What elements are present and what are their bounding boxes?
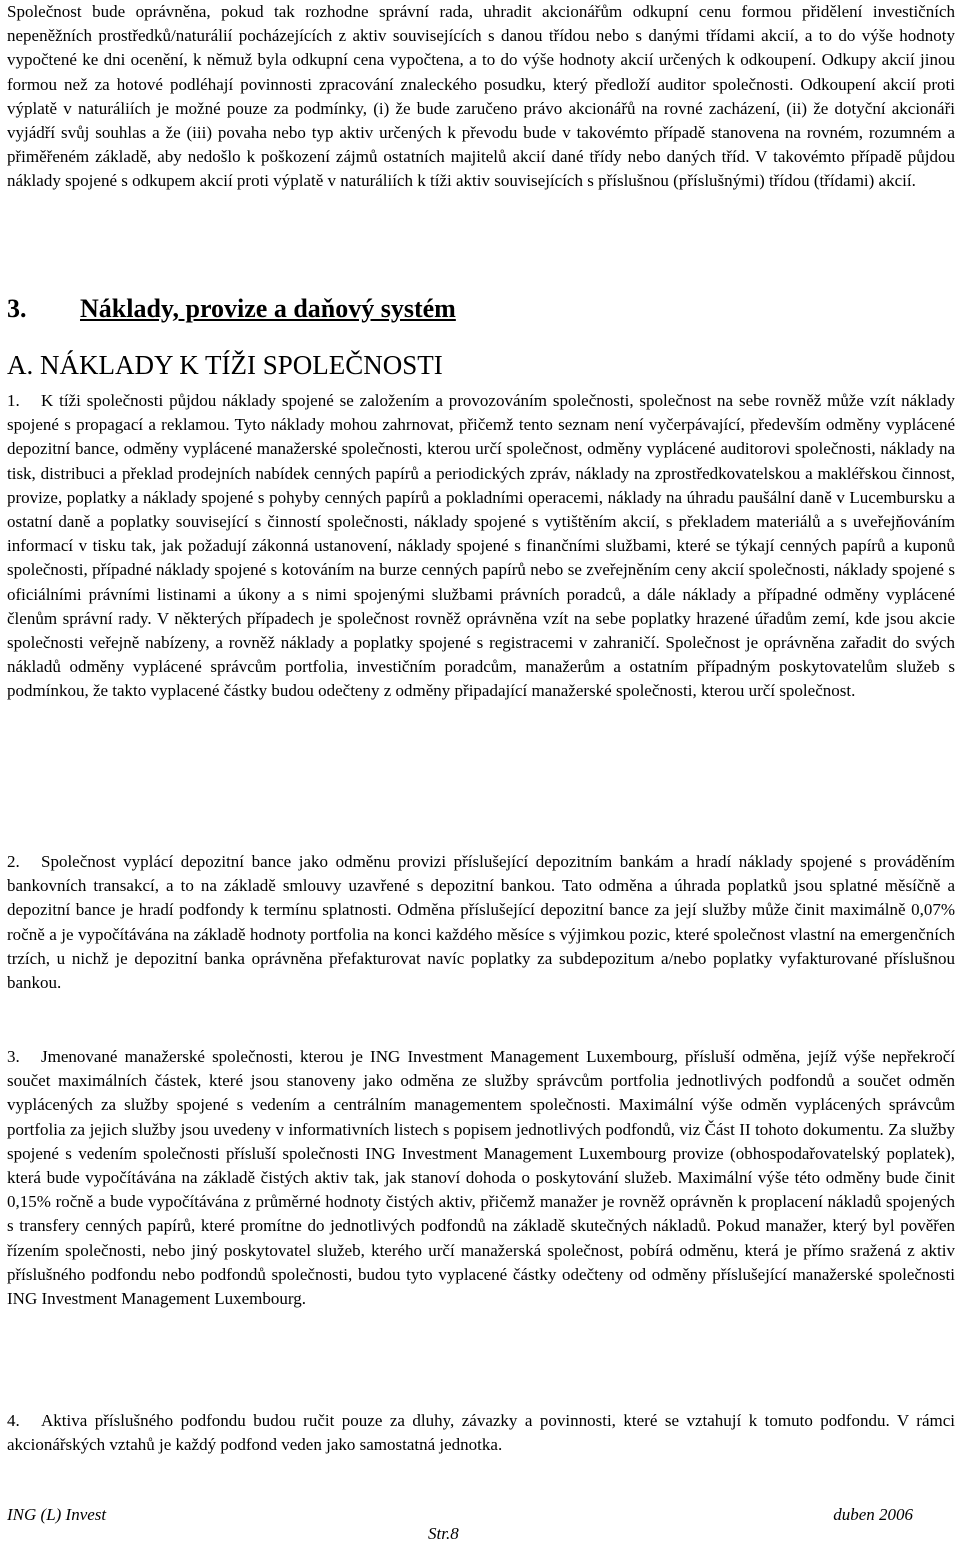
numbered-paragraph-1 xyxy=(7,389,955,704)
subsection-heading: A. NÁKLADY K TÍŽI SPOLEČNOSTI xyxy=(7,350,443,380)
paragraph-number: 3. xyxy=(7,1047,20,1066)
section-title: Náklady, provize a daňový systém xyxy=(80,294,456,323)
paragraph-text: Společnost vyplácí depozitní bance jako odměnu provizi příslušející depozitním bankám a hradí náklady spojené s prováděním bankovních transakcí, a to na základě smlouvy uzavřené s depozitní bankou. Tato odměna a úhrada poplatků jsou splatné měsíčně a depozitní bance je hradí podfondy k termínu splatnosti. Odměna příslušející depozitní bance za její služby může činit maximálně 0,07% ročně a je vypočítávána na základě hodnoty portfolia na konci každého měsíce s výjimkou pozic, které společnost vlastní na emergenčních trzích, u nichž je depozitní banka oprávněna přefakturovat navíc poplatky za subdepozitum a/nebo poplatky vyfakturované příslušnou bankou. xyxy=(7,852,955,993)
footer-date: duben 2006 xyxy=(833,1505,913,1524)
numbered-paragraph-2 xyxy=(7,850,955,995)
paragraph-text: Jmenované manažerské společnosti, kterou je ING Investment Management Luxembourg, přísluší odměna, jejíž výše nepřekročí součet maximálních částek, které jsou stanoveny jako odměna ze služby správcům portfolia jednotlivých podfondů a součet odměn vyplácených za služby spojené s vedením a centrálním managementem společnosti. Maximální výše odměn vyplácených správcům portfolia za jejich služby jsou uvedeny v informativních listech s popisem jednotlivých podfondů, viz Část II tohoto dokumentu. Za služby spojené s vedením společnosti přísluší společnosti ING Investment Management Luxembourg provize (obhospodařovatelský poplatek), která bude vypočítávána na základě čistých aktiv tak, jak stanoví dohoda o poskytování služeb. Maximální výše této odměny bude činit 0,15% ročně a bude vypočítávána z průměrné hodnoty čistých aktiv, přičemž manažer je rovněž oprávněn k proplacení nákladů spojených s transfery cenných papírů, které promítne do jednotlivých podfondů na základě skutečných nákladů. Pokud manažer, který byl pověřen řízením společnosti, nebo jiný poskytovatel služeb, kterého určí manažerská společnost, pobírá odměnu, která je přímo sražená z aktiv příslušného podfondu nebo podfondů společnosti, budou tyto vyplacené částky odečteny od odměny příslušející manažerské společnosti ING Investment Management Luxembourg. xyxy=(7,1047,955,1309)
numbered-paragraph-3 xyxy=(7,1045,955,1311)
paragraph-text: Aktiva příslušného podfondu budou ručit pouze za dluhy, závazky a povinnosti, které se vztahují k tomuto podfondu. V rámci akcionářských vztahů je každý podfond veden jako samostatná jednotka. xyxy=(7,1411,955,1455)
numbered-paragraph-4 xyxy=(7,1409,955,1457)
paragraph-text: K tíži společnosti půjdou náklady spojené se založením a provozováním společnosti, společnost na sebe rovněž může vzít náklady spojené s propagací a reklamou. Tyto náklady mohou zahrnovat, přičemž tento seznam není vyčerpávající, především odměny vyplácené depozitní bance, odměny vyplácené manažerské společnosti, kterou určí společnost, odměny vyplácené auditorovi společnosti, náklady na tisk, distribuci a překlad prodejních nabídek cenných papírů a periodických zpráv, náklady na zprostředkovatelskou a makléřskou činnost, provize, poplatky a náklady spojené s pohyby cenných papírů a pokladními operacemi, náklady na úhradu paušální daně v Lucembursku a ostatní daně a poplatky související s činností společnosti, náklady spojené s vytištěním akcií, s překladem materiálů a s uveřejňováním informací v tisku tak, jak požadují zákonná ustanovení, náklady spojené s finančními službami, které se týkají cenných papírů a kuponů společnosti, případné náklady spojené s kotováním na burze cenných papírů nebo se zveřejněním ceny akcií společnosti, náklady spojené s oficiálními právními listinami a úkony a s nimi spojenými službami právních poradců, a dále náklady a případné odměny vyplácené členům správní rady. V některých případech je společnost rovněž oprávněna vzít na sebe poplatky hrazené úřadům zemí, kde jsou akcie společnosti veřejně nabízeny, a rovněž náklady a poplatky spojené s registracemi v zahraničí. Společnost je oprávněna zařadit do svých nákladů odměny vyplácené správcům portfolia, investičním poradcům, manažerům a ostatním případným poskytovatelům služeb s podmínkou, že takto vyplacené částky budou odečteny z odměny připadající manažerské společnosti, kterou určí společnost. xyxy=(7,391,955,701)
intro-paragraph: Společnost bude oprávněna, pokud tak rozhodne správní rada, uhradit akcionářům odkupní cenu formou přidělení investičních nepeněžních prostředků/naturálií pocházejících z aktiv souvisejících s danou třídou nebo s danými třídami akcií, a to do výše hodnoty vypočtené ke dni ocenění, k němuž byla odkupní cena vypočtena, a to do výše hodnoty akcií určených k odkoupení. Odkupy akcií jinou formou než za hotové podléhají povinnosti zpracování znaleckého posudku, který předloží auditor společnosti. Odkoupení akcií proti výplatě v naturáliích je možné pouze za podmínky, (i) že bude zaručeno právo akcionářů na rovné zacházení, (ii) že dotyční akcionáři vyjádří svůj souhlas a že (iii) povaha nebo typ aktiv určených k převodu bude v takovémto případě stanovena na rovném, rozumném a přiměřeném základě, aby nedošlo k poškození zájmů ostatních majitelů akcií dané třídy nebo daných tříd. V takovémto případě půjdou náklady spojené s odkupem akcií proti výplatě v naturáliích k tíži aktiv souvisejících s příslušnou (příslušnými) třídou (třídami) akcií. xyxy=(7,2,955,191)
paragraph-number: 2. xyxy=(7,852,20,871)
section-number: 3. xyxy=(7,294,27,323)
page-number: Str.8 xyxy=(428,1524,459,1543)
paragraph-number: 4. xyxy=(7,1411,20,1430)
section-heading xyxy=(7,294,456,324)
footer-publication: ING (L) Invest xyxy=(7,1505,107,1524)
paragraph-number: 1. xyxy=(7,391,20,410)
